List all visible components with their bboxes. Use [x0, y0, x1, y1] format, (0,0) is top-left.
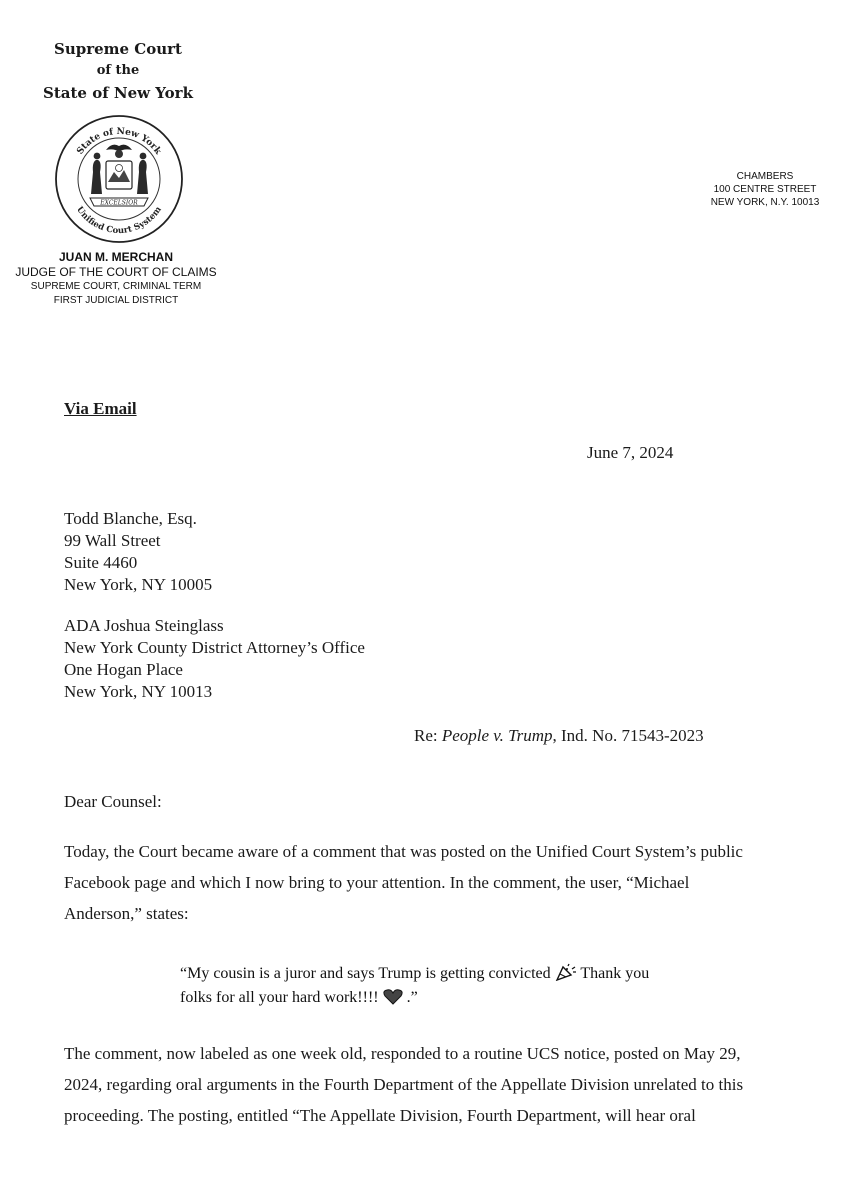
- judge-name: JUAN M. MERCHAN: [59, 250, 173, 264]
- recipient-line: New York, NY 10005: [64, 575, 213, 594]
- delivery-method: [64, 398, 137, 420]
- paragraph-line: proceeding. The posting, entitled “The Appellate Division, Fourth Department, will hear oral: [64, 1106, 696, 1125]
- paragraph-2: [64, 1038, 743, 1131]
- paragraph-1: [64, 836, 743, 929]
- recipient-line: One Hogan Place: [64, 660, 183, 679]
- court-seal: [52, 112, 186, 246]
- re-case-number: , Ind. No. 71543-2023: [552, 726, 704, 745]
- paragraph-line: Today, the Court became aware of a comment that was posted on the Unified Court System’s public: [64, 842, 743, 861]
- recipient-line: New York, NY 10013: [64, 682, 213, 701]
- court-name-line3: State of New York: [43, 84, 193, 102]
- quote-text-end: Thank you: [580, 965, 650, 982]
- chambers-line: NEW YORK, N.Y. 10013: [710, 197, 820, 208]
- re-prefix: Re:: [414, 726, 442, 745]
- court-name-line2: of the: [96, 63, 140, 78]
- quote-text: folks for all your hard work!!!!: [180, 989, 383, 1006]
- quote-text: “My cousin is a juror and says Trump is getting convicted: [180, 965, 551, 982]
- judicial-district: FIRST JUDICIAL DISTRICT: [53, 295, 179, 306]
- court-name-line1: Supreme Court: [54, 40, 182, 58]
- recipient-line: Todd Blanche, Esq.: [64, 509, 197, 528]
- chambers-line: CHAMBERS: [736, 171, 794, 182]
- delivery-method-text: Via Email: [64, 399, 137, 418]
- recipient-line: New York County District Attorney’s Office: [64, 638, 365, 657]
- judge-title: JUDGE OF THE COURT OF CLAIMS: [15, 265, 217, 279]
- recipient-line: 99 Wall Street: [64, 531, 161, 550]
- re-case-name: People v. Trump: [441, 726, 553, 745]
- heart-icon: [383, 989, 403, 1005]
- salutation: Dear Counsel:: [64, 792, 162, 811]
- seal-ribbon-text: EXCELSIOR: [100, 199, 138, 207]
- quote-text-end: .”: [406, 989, 418, 1006]
- recipient-block-2: [64, 615, 365, 703]
- seal-top-text: State of New York: [75, 126, 163, 157]
- seal-bottom-text: Unified Court System: [74, 204, 164, 237]
- paragraph-line: The comment, now labeled as one week old, responded to a routine UCS notice, posted on May 29,: [64, 1044, 741, 1063]
- recipient-block-1: [64, 508, 212, 596]
- paragraph-line: Anderson,” states:: [64, 904, 189, 923]
- letter-date: June 7, 2024: [587, 443, 674, 462]
- court-term: SUPREME COURT, CRIMINAL TERM: [30, 281, 202, 292]
- paragraph-line: Facebook page and which I now bring to your attention. In the comment, the user, “Michael: [64, 873, 690, 892]
- re-line: [414, 725, 704, 747]
- chambers-address: [690, 170, 840, 209]
- quoted-comment: [180, 962, 649, 1010]
- judge-block: [0, 250, 232, 308]
- chambers-line: 100 CENTRE STREET: [713, 184, 817, 195]
- paragraph-line: 2024, regarding oral arguments in the Fourth Department of the Appellate Division unrelated to this: [64, 1075, 744, 1094]
- court-name: [18, 38, 218, 104]
- party-popper-icon: [555, 963, 577, 981]
- recipient-line: Suite 4460: [64, 553, 138, 572]
- recipient-line: ADA Joshua Steinglass: [64, 616, 224, 635]
